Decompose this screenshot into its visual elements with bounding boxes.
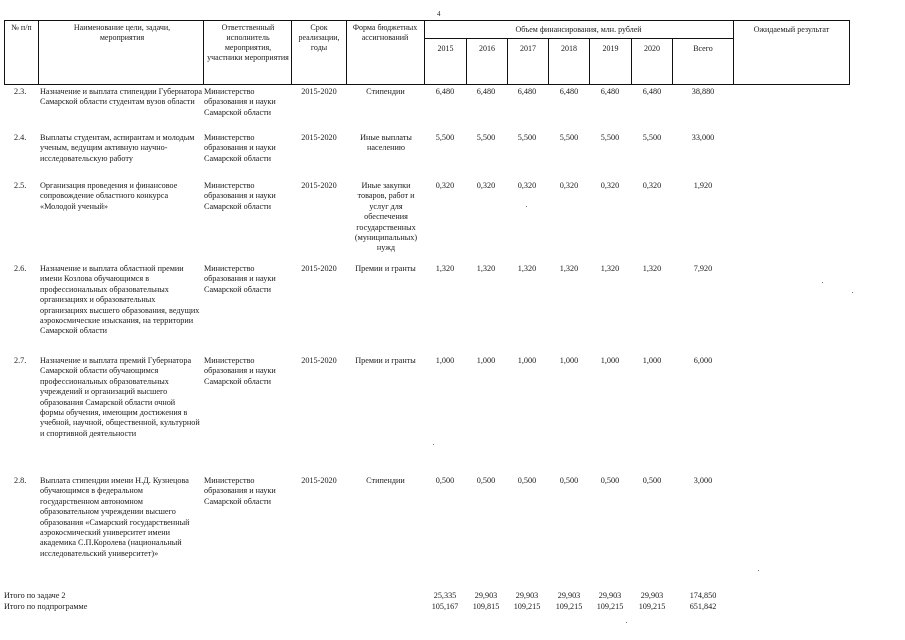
scan-speck <box>852 292 853 293</box>
header-resp: Ответственный исполнитель мероприятия, участники мероприятия <box>207 23 289 62</box>
totals-value: 29,903 <box>640 591 664 600</box>
row-value: 5,500 <box>435 133 455 142</box>
header-total: Всего <box>693 44 713 53</box>
row-responsible: Министерство образования и науки Самарской области <box>204 87 276 117</box>
row-value: 5,500 <box>600 133 620 142</box>
row-responsible: Министерство образования и науки Самарской области <box>204 264 276 294</box>
row-value: 1,320 <box>600 264 620 273</box>
row-form: Стипендии <box>366 87 405 96</box>
row-responsible: Министерство образования и науки Самарской области <box>204 181 276 211</box>
row-value: 1,000 <box>517 356 537 365</box>
header-year: 2018 <box>561 44 577 53</box>
totals-value: 109,215 <box>638 602 666 611</box>
totals-value: 105,167 <box>431 602 459 611</box>
row-value: 5,500 <box>642 133 662 142</box>
row-term: 2015-2020 <box>301 133 337 142</box>
row-value: 1,320 <box>517 264 537 273</box>
row-form: Иные выплаты населению <box>360 133 412 153</box>
row-value: 0,500 <box>517 476 537 485</box>
row-responsible: Министерство образования и науки Самарской области <box>204 133 276 163</box>
row-name: Организация проведения и финансовое сопровождение областного конкурса «Молодой ученый» <box>40 181 178 211</box>
scan-speck <box>758 570 759 571</box>
row-value: 0,500 <box>476 476 496 485</box>
row-value: 1,320 <box>642 264 662 273</box>
totals-value: 25,335 <box>433 591 457 600</box>
totals-value: 109,215 <box>555 602 583 611</box>
row-value: 0,500 <box>642 476 662 485</box>
row-value: 1,320 <box>435 264 455 273</box>
row-name: Выплаты студентам, аспирантам и молодым ученым, ведущим активную научно-исследовательскую работу <box>40 133 195 163</box>
row-total: 38,880 <box>691 87 715 96</box>
row-form: Иные закупки товаров, работ и услуг для обеспечения государственных (муниципальных) нужд <box>354 181 418 253</box>
row-value: 6,480 <box>559 87 579 96</box>
totals-label: Итого по подпрограмме <box>4 602 88 611</box>
totals-value: 109,215 <box>596 602 624 611</box>
row-total: 3,000 <box>693 476 713 485</box>
row-value: 0,320 <box>642 181 662 190</box>
row-value: 1,000 <box>435 356 455 365</box>
header-year: 2020 <box>644 44 660 53</box>
header-year: 2015 <box>437 44 454 53</box>
scan-speck <box>822 282 823 283</box>
row-term: 2015-2020 <box>301 264 337 273</box>
row-value: 0,320 <box>600 181 620 190</box>
row-value: 1,000 <box>476 356 496 365</box>
row-term: 2015-2020 <box>301 181 337 190</box>
row-value: 0,500 <box>600 476 620 485</box>
row-value: 5,500 <box>517 133 537 142</box>
totals-value: 29,903 <box>598 591 622 600</box>
header-year: 2016 <box>479 44 495 53</box>
row-form: Стипендии <box>366 476 405 485</box>
row-num: 2.6. <box>14 264 27 273</box>
row-form: Премии и гранты <box>355 356 416 365</box>
row-value: 1,000 <box>642 356 662 365</box>
row-responsible: Министерство образования и науки Самарской области <box>204 356 276 386</box>
page-number: 4 <box>437 10 441 18</box>
row-value: 1,320 <box>559 264 579 273</box>
totals-total: 651,842 <box>689 602 717 611</box>
row-value: 6,480 <box>476 87 496 96</box>
row-value: 1,000 <box>559 356 579 365</box>
header-year: 2019 <box>602 44 619 53</box>
row-num: 2.8. <box>14 476 27 485</box>
row-term: 2015-2020 <box>301 476 337 485</box>
row-term: 2015-2020 <box>301 356 337 365</box>
row-total: 7,920 <box>693 264 713 273</box>
row-value: 6,480 <box>435 87 455 96</box>
row-responsible: Министерство образования и науки Самарской области <box>204 476 276 506</box>
row-name: Назначение и выплата премий Губернатора Самарской области обучающимся профессиональных образовательных учреждений и организаций высшего образования Самарской области очной формы обучения, имеющим достижения в учебной, научной, общественной, культурной и спортивной деятельности <box>40 356 200 438</box>
row-name: Назначение и выплата стипендии Губернатора Самарской области студентам вузов области <box>40 87 202 107</box>
row-total: 6,000 <box>693 356 713 365</box>
row-value: 5,500 <box>476 133 496 142</box>
row-value: 0,320 <box>476 181 496 190</box>
header-num: № п/п <box>11 23 32 32</box>
row-num: 2.4. <box>14 133 27 142</box>
row-value: 0,320 <box>435 181 455 190</box>
totals-total: 174,850 <box>689 591 717 600</box>
row-value: 1,000 <box>600 356 620 365</box>
row-form: Премии и гранты <box>355 264 416 273</box>
header-result: Ожидаемый результат <box>753 25 830 34</box>
row-name: Назначение и выплата областной премии имени Козлова обучающимся в профессиональных образовательных организациях и образовательных организациях высшего образования, ведущих аэрокосмические изыскания, на территории Самарской области <box>40 264 200 336</box>
row-total: 33,000 <box>691 133 715 142</box>
row-value: 0,500 <box>435 476 455 485</box>
header-financing: Объем финансирования, млн. рублей <box>515 25 642 34</box>
row-value: 0,320 <box>559 181 579 190</box>
scan-speck <box>626 622 627 623</box>
header-term: Срок реализации, годы <box>298 23 340 52</box>
row-num: 2.5. <box>14 181 27 190</box>
header-name: Наименование цели, задачи, мероприятия <box>73 23 171 42</box>
row-num: 2.3. <box>14 87 27 96</box>
totals-value: 109,215 <box>513 602 541 611</box>
totals-value: 29,903 <box>474 591 498 600</box>
row-value: 0,500 <box>559 476 579 485</box>
row-num: 2.7. <box>14 356 27 365</box>
row-value: 1,320 <box>476 264 496 273</box>
row-value: 6,480 <box>642 87 662 96</box>
row-value: 6,480 <box>600 87 620 96</box>
totals-label: Итого по задаче 2 <box>4 591 66 600</box>
header-form: Форма бюджетных ассигнований <box>352 23 418 42</box>
totals-value: 109,815 <box>472 602 500 611</box>
totals-value: 29,903 <box>515 591 539 600</box>
row-total: 1,920 <box>693 181 713 190</box>
header-year: 2017 <box>520 44 536 53</box>
row-value: 0,320 <box>517 181 537 190</box>
totals-value: 29,903 <box>557 591 581 600</box>
row-value: 6,480 <box>517 87 537 96</box>
row-term: 2015-2020 <box>301 87 337 96</box>
row-value: 5,500 <box>559 133 579 142</box>
scan-speck <box>433 444 434 445</box>
scan-speck <box>526 206 527 207</box>
row-name: Выплата стипендии имени Н.Д. Кузнецова обучающимся в федеральном государственном автономном образовательном учреждении высшего образования «Самарский государственный аэрокосмический университет имени академика С.П.Королева (национальный исследовательский университет)» <box>40 476 190 558</box>
